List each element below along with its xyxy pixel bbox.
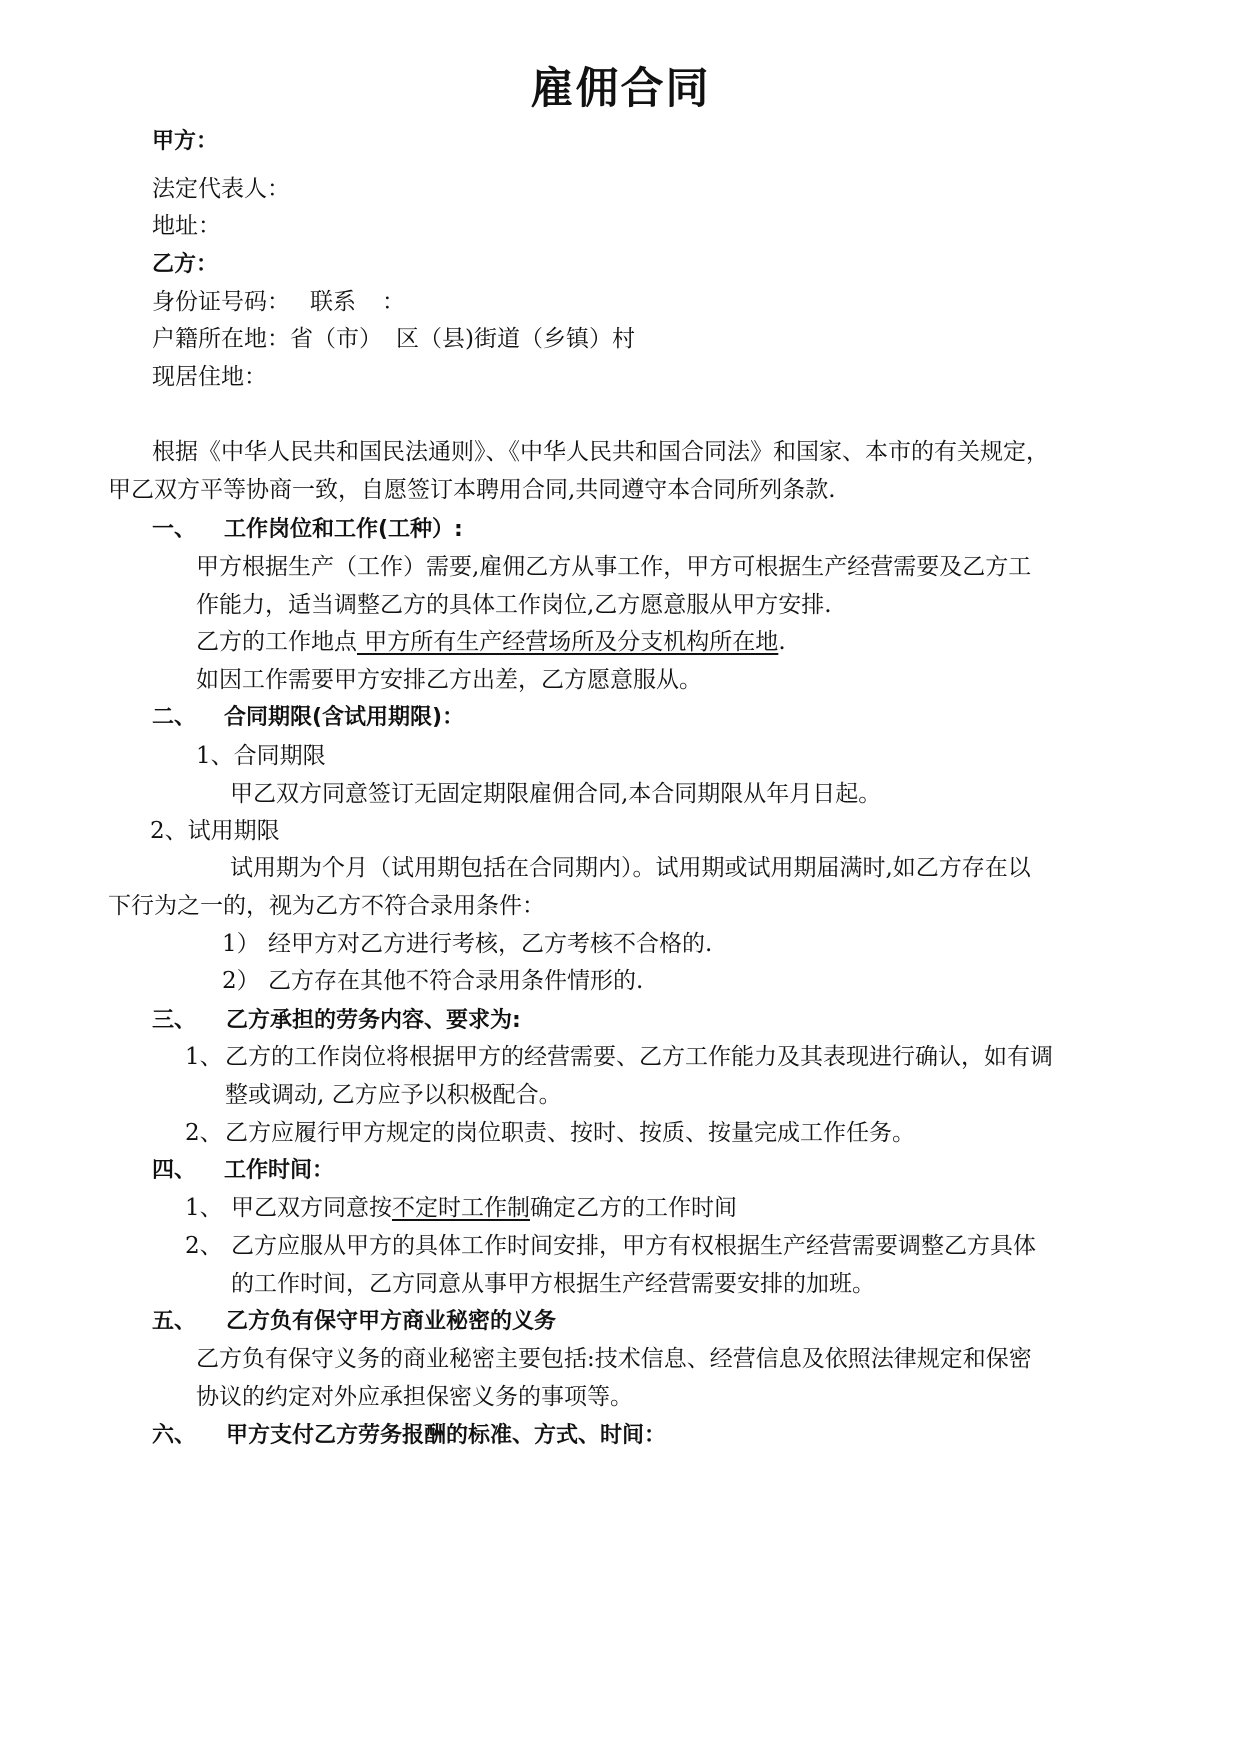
section-6-title: 甲方支付乙方劳务报酬的标准、方式、时间： [226,1423,667,1448]
section-4-item-1 [185,1197,737,1220]
section-4-title: 工作时间： [224,1158,335,1183]
item-number: 1、 [185,1044,223,1070]
item-number: 1、 [185,1195,223,1221]
item-text: 乙方应服从甲方的具体工作时间安排，甲方有权根据生产经营需要调整乙方具体 [231,1233,1036,1259]
section-1-heading [152,519,463,541]
item-text: 乙方应履行甲方规定的岗位职责、按时、按质、按量完成工作任务。 [225,1120,915,1146]
household-province: 省（市） [290,326,382,352]
party-b-label: 乙方： [152,252,219,277]
section-3-number: 三、 [152,1008,197,1033]
section-3-heading [152,1010,521,1032]
section-2-sub-2: 2、试用期限 [150,818,280,844]
section-5-line-1: 乙方负有保守义务的商业秘密主要包括:技术信息、经营信息及依照法律规定和保密 [196,1346,1032,1372]
item-number: 2、 [185,1233,223,1259]
section-3-item-2 [185,1122,915,1145]
section-5-title: 乙方负有保守甲方商业秘密的义务 [226,1309,557,1334]
work-location-value: 甲方所有生产经营场所及分支机构所在地 [357,629,779,655]
item-text-prefix: 甲乙双方同意按 [231,1195,392,1221]
section-2-sub-2-line-2: 下行为之一的，视为乙方不符合录用条件： [108,893,545,919]
item-text: 经甲方对乙方进行考核，乙方考核不合格的. [268,931,713,957]
section-3-item-1-line-2: 整或调动, 乙方应予以积极配合。 [225,1082,562,1108]
section-4-item-2-line-1 [185,1235,1036,1258]
contact-colon: ： [382,289,405,315]
section-4-number: 四、 [152,1158,197,1183]
section-1-title: 工作岗位和工作(工种）: [224,517,463,542]
section-1-para-3: 如因工作需要甲方安排乙方出差，乙方愿意服从。 [196,667,702,693]
item-text: 乙方的工作岗位将根据甲方的经营需要、乙方工作能力及其表现进行确认，如有调 [225,1044,1053,1070]
section-2-title: 合同期限(含试用期限)： [224,705,465,730]
party-a-label: 甲方： [152,129,219,154]
work-system-value: 不定时工作制 [392,1195,530,1221]
section-2-sub-1: 1、合同期限 [196,743,326,769]
household-label: 户籍所在地： [152,326,290,352]
item-text: 乙方存在其他不符合录用条件情形的. [268,968,644,994]
preamble-line-2: 甲乙双方平等协商一致，自愿签订本聘用合同,共同遵守本合同所列条款. [108,477,836,503]
section-2-sub-2-line-1: 试用期为个月（试用期包括在合同期内）。试用期或试用期届满时,如乙方存在以 [230,855,1031,881]
section-6-number: 六、 [152,1423,197,1448]
id-contact-line [152,291,405,314]
section-1-para-1-line-2: 作能力，适当调整乙方的具体工作岗位,乙方愿意服从甲方安排. [196,592,832,618]
contact-label: 联系 [310,289,356,315]
section-2-number: 二、 [152,705,197,730]
section-1-number: 一、 [152,517,197,542]
id-number-label: 身份证号码： [152,289,290,315]
section-4-heading [152,1160,334,1182]
document-title: 雇佣合同 [530,64,711,114]
section-2-sub-1-text: 甲乙双方同意签订无固定期限雇佣合同,本合同期限从年月日起。 [230,781,882,807]
section-5-line-2: 协议的约定对外应承担保密义务的事项等。 [196,1384,633,1410]
section-2-heading [152,707,464,729]
item-number: 2、 [185,1120,223,1146]
household-district: 区（县)街道（乡镇）村 [396,326,635,352]
section-1-para-1-line-1: 甲方根据生产（工作）需要,雇佣乙方从事工作，甲方可根据生产经营需要及乙方工 [196,554,1032,580]
section-5-heading [152,1311,556,1333]
section-5-number: 五、 [152,1309,197,1334]
section-1-para-2 [196,631,786,654]
section-6-heading [152,1425,666,1447]
work-location-label: 乙方的工作地点 [196,629,357,655]
work-location-period: . [778,629,786,655]
residence-label: 现居住地： [152,364,267,390]
section-4-item-2-line-2: 的工作时间，乙方同意从事甲方根据生产经营需要安排的加班。 [231,1271,875,1297]
item-number: 1） [222,931,260,957]
section-2-item-2 [222,970,643,993]
section-2-item-1 [222,933,712,956]
section-3-title: 乙方承担的劳务内容、要求为: [226,1008,521,1033]
legal-rep-label: 法定代表人： [152,176,290,202]
item-number: 2） [222,968,260,994]
section-3-item-1-line-1 [185,1046,1053,1069]
address-label: 地址： [152,213,221,239]
household-line [152,328,635,351]
preamble-line-1: 根据《中华人民共和国民法通则》、《中华人民共和国合同法》和国家、本市的有关规定， [152,439,1049,465]
item-text-suffix: 确定乙方的工作时间 [530,1195,737,1221]
